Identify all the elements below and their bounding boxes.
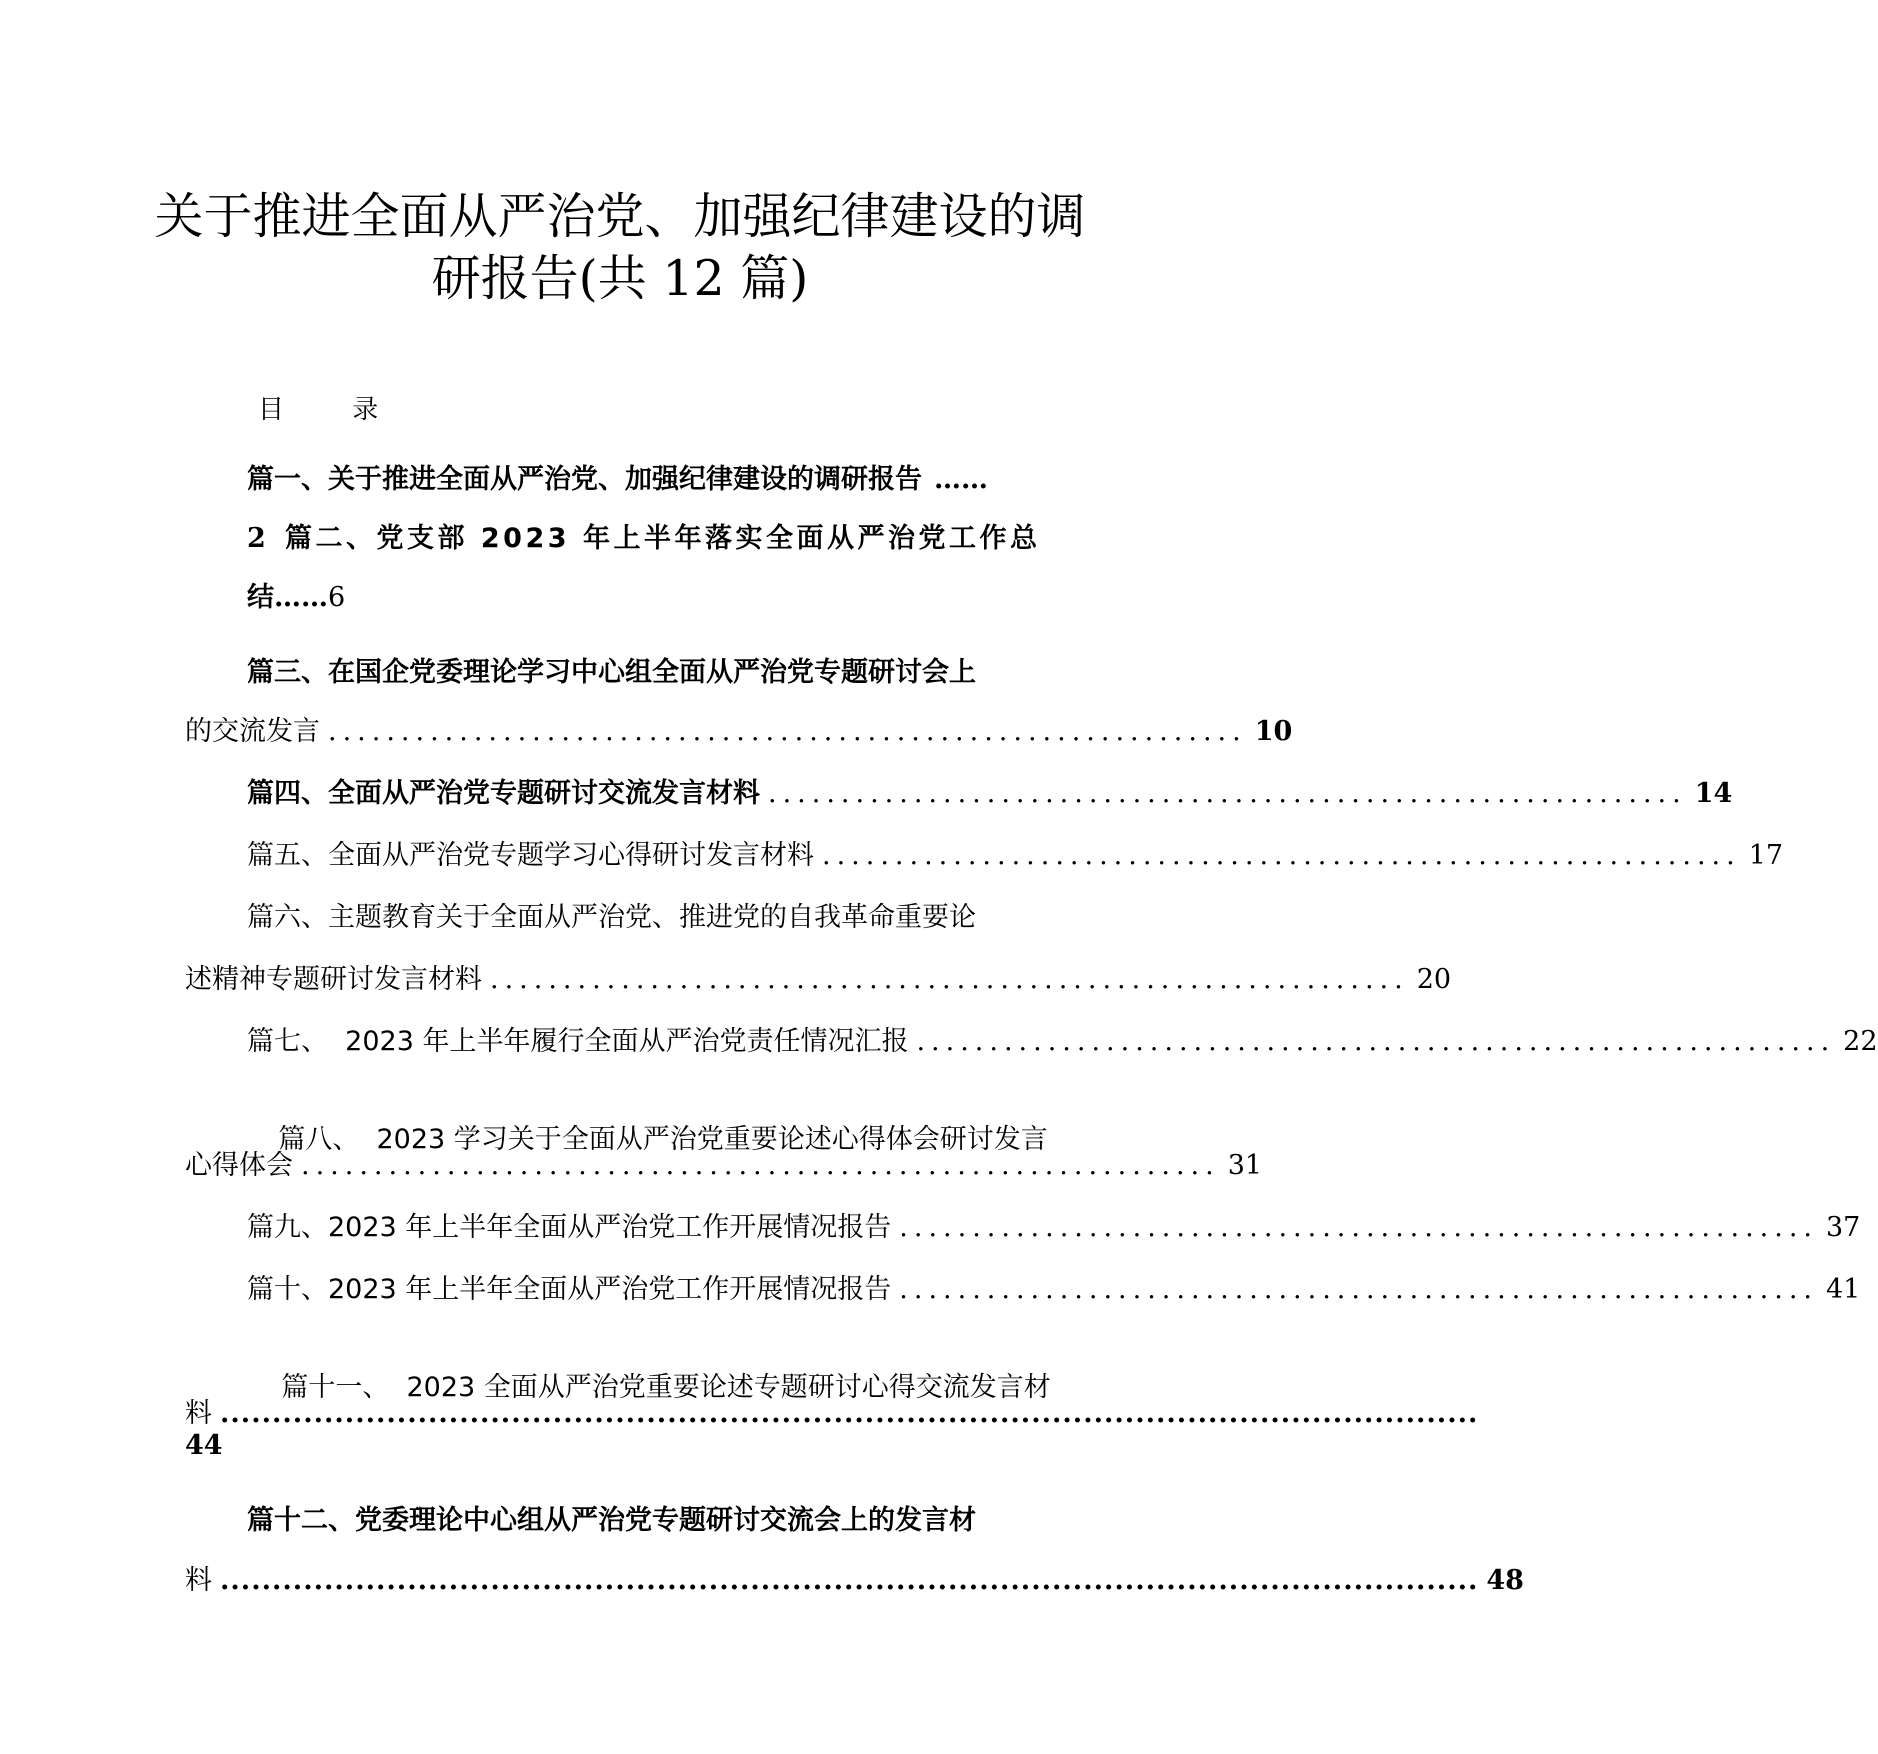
toc-entry-6-title-line-1: 篇六、主题教育关于全面从严治党、推进党的自我革命重要论	[247, 902, 976, 933]
toc-entry-11-continuation[interactable]	[185, 1396, 1479, 1432]
toc-entry-12-title-line-2: 料	[185, 1565, 212, 1596]
toc-entry-7-title: 篇七、 2023 年上半年履行全面从严治党责任情况汇报	[247, 1026, 909, 1057]
document-title-line-1: 关于推进全面从严治党、加强纪律建设的调	[154, 188, 1086, 245]
toc-entry-10-page: 41	[1826, 1274, 1861, 1305]
toc-entry-9[interactable]	[247, 1210, 1861, 1246]
toc-entry-11-leader: .........................................................................................................................	[220, 1398, 1479, 1429]
toc-entry-8-leader: ...............................................................	[301, 1150, 1220, 1181]
toc-entry-6-continuation[interactable]	[185, 962, 1452, 998]
toc-entry-11-title-line-1: 篇十一、 2023 全面从严治党重要论述专题研讨心得交流发言材	[281, 1372, 1051, 1403]
toc-entry-1-title: 篇一、关于推进全面从严治党、加强纪律建设的调研报告	[247, 464, 922, 495]
toc-entry-1-page: 2	[247, 523, 266, 554]
toc-entry-5[interactable]	[247, 838, 1784, 874]
toc-entry-8-title-line-1: 篇八、 2023 学习关于全面从严治党重要论述心得体会研讨发言	[278, 1124, 1048, 1155]
toc-entry-6-leader: ...............................................................	[490, 964, 1409, 995]
toc-entry-6[interactable]	[247, 900, 976, 936]
toc-entry-4[interactable]	[247, 776, 1733, 812]
toc-entry-5-page: 17	[1748, 840, 1784, 871]
toc-entry-10-title: 篇十、2023 年上半年全面从严治党工作开展情况报告	[247, 1274, 892, 1305]
toc-entry-12[interactable]	[247, 1503, 976, 1539]
toc-entry-11-title-line-2: 料	[185, 1398, 212, 1429]
toc-entry-3-title-line-2: 的交流发言	[185, 716, 320, 747]
toc-entry-8-continuation[interactable]	[185, 1148, 1263, 1184]
toc-entry-8-page: 31	[1227, 1150, 1263, 1181]
toc-entry-12-leader: .........................................................................................................................	[220, 1565, 1479, 1596]
toc-entry-3-title-line-1: 篇三、在国企党委理论学习中心组全面从严治党专题研讨会上	[247, 657, 976, 688]
toc-entry-4-leader: ...............................................................	[768, 778, 1687, 809]
toc-entry-9-leader: ...............................................................	[899, 1212, 1818, 1243]
toc-entry-9-title: 篇九、2023 年上半年全面从严治党工作开展情况报告	[247, 1212, 892, 1243]
toc-entry-5-leader: ...............................................................	[822, 840, 1741, 871]
toc-entry-10[interactable]	[247, 1272, 1861, 1308]
toc-entry-3-page: 10	[1254, 716, 1293, 747]
toc-entry-11-page-row	[185, 1428, 223, 1464]
toc-entry-3-leader: ...............................................................	[328, 716, 1247, 747]
document-title-line-2: 研报告(共 12 篇)	[431, 250, 809, 307]
toc-entry-12-page: 48	[1486, 1565, 1524, 1596]
toc-entry-5-title: 篇五、全面从严治党专题学习心得研讨发言材料	[247, 840, 814, 871]
toc-entry-2-continuation[interactable]	[247, 580, 345, 616]
toc-entry-10-leader: ...............................................................	[899, 1274, 1818, 1305]
toc-entry-4-page: 14	[1694, 778, 1733, 809]
toc-entry-7[interactable]	[247, 1024, 1878, 1060]
toc-entry-2[interactable]	[285, 521, 1040, 557]
toc-entry-7-leader: ...............................................................	[916, 1026, 1836, 1057]
toc-entry-3[interactable]	[247, 655, 976, 691]
toc-entry-4-title: 篇四、全面从严治党专题研讨交流发言材料	[247, 778, 760, 809]
toc-heading: 目 录	[258, 395, 409, 425]
toc-entry-3-continuation[interactable]	[185, 714, 1293, 750]
toc-entry-2-leader: ……	[274, 582, 328, 613]
toc-entry-12-title-line-1: 篇十二、党委理论中心组从严治党专题研讨交流会上的发言材	[247, 1505, 976, 1536]
toc-entry-11-page: 44	[185, 1430, 223, 1461]
toc-entry-6-page: 20	[1416, 964, 1452, 995]
toc-entry-1-leader: ……	[934, 464, 988, 495]
toc-entry-7-page: 22	[1843, 1026, 1878, 1057]
toc-entry-1[interactable]	[247, 462, 988, 498]
toc-entry-6-title-line-2: 述精神专题研讨发言材料	[185, 964, 482, 995]
toc-entry-2-title-line-2: 结	[247, 582, 274, 613]
toc-entry-12-continuation[interactable]	[185, 1563, 1524, 1599]
toc-entry-2-title-line-1: 篇二、党支部 2023 年上半年落实全面从严治党工作总	[285, 523, 1041, 554]
toc-entry-2-page: 6	[328, 582, 346, 613]
toc-entry-9-page: 37	[1826, 1212, 1861, 1243]
toc-entry-1-page-row	[247, 521, 266, 557]
toc-entry-8-title-line-2: 心得体会	[185, 1150, 293, 1181]
